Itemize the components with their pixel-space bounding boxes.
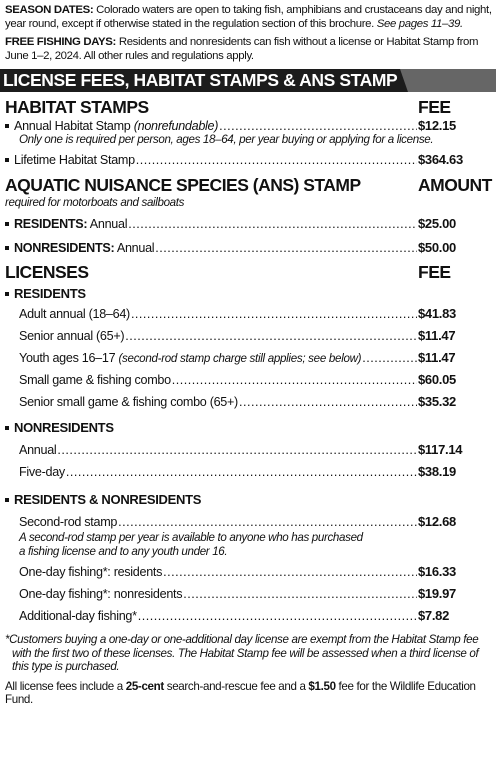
bullet-icon [5,292,9,296]
fee-row-label: Youth ages 16–17 (second-rod stamp charge still applies; see below) [19,351,362,365]
fee-row-label: One-day fishing*: residents [19,565,163,579]
ans-stamp-title: AQUATIC NUISANCE SPECIES (ANS) STAMP [5,174,361,195]
fee-row-nonresident-five-day [0,464,496,480]
ans-stamp-subtitle: required for motorboats and sailboats [5,195,185,209]
bullet-icon [5,222,9,226]
fee-amount: $117.14 [418,442,463,457]
fee-amount: $19.97 [418,586,456,601]
nonresidents-subheading: NONRESIDENTS [0,420,496,436]
fee-amount: $12.68 [418,514,456,529]
free-fishing-days-label: FREE FISHING DAYS: [5,36,116,48]
free-fishing-days-text: Residents and nonresidents can fish without a license or Habitat Stamp from June 1–2, 2024. All other rules and regulations apply. [5,36,479,62]
habitat-stamp-note: Only one is required per person, ages 18–64, per year buying or applying for a license. [19,133,434,146]
bullet-icon [5,158,9,162]
dot-leader [239,394,417,410]
bullet-icon [5,124,9,128]
fee-row-label: Small game & fishing combo [19,373,171,387]
intro-section [0,0,496,63]
fee-amount: $11.47 [418,350,456,365]
fees-footnote: All license fees include a 25-cent search-and-rescue fee and a $1.50 fee for the Wildlife Education Fund. [5,679,476,706]
dot-leader [183,586,417,602]
dot-leader [125,328,417,344]
bullet-icon [5,498,9,502]
season-dates-paragraph [5,3,492,31]
dot-leader [163,564,417,580]
fee-row-label: Five-day [19,465,65,479]
ans-amount-column-header: AMOUNT [418,174,492,195]
fee-row-resident-senior-annual [0,328,496,344]
fee-row-resident-youth [0,350,496,366]
dot-leader [128,216,417,232]
fee-row-lifetime-habitat-stamp [0,152,496,168]
free-fishing-days-paragraph [5,35,492,63]
fee-row-resident-small-game-combo [0,372,496,388]
fee-row-label: Annual [19,443,57,457]
fee-amount: $16.33 [418,564,456,579]
fee-row-annual-habitat-stamp [0,118,496,134]
season-dates-label: SEASON DATES: [5,4,94,16]
dot-leader [66,464,417,480]
fee-amount: $7.82 [418,608,450,623]
dot-leader [138,608,417,624]
asterisk-footnote: *Customers buying a one-day or one-additional day license are exempt from the Habitat Stamp fee with the first two of these licenses. The Habitat Stamp fee will be assessed when a third license of this type is purchased. [5,633,479,673]
habitat-stamps-title: HABITAT STAMPS [5,97,149,117]
fee-row-label: Annual Habitat Stamp (nonrefundable) [5,118,218,134]
fee-amount: $41.83 [418,306,456,321]
dot-leader [219,118,417,134]
fee-amount: $38.19 [418,464,456,479]
dot-leader [362,350,417,366]
fee-row-nonresident-annual [0,442,496,458]
fee-row-resident-senior-combo [0,394,496,410]
habitat-fee-column-header: FEE [418,97,451,117]
fee-row-one-day-nonresidents [0,586,496,602]
dot-leader [118,514,417,530]
fee-row-ans-residents [0,216,496,232]
dot-leader [155,240,417,256]
fee-row-label: Additional-day fishing* [19,609,137,623]
fee-row-second-rod-stamp [0,514,496,530]
banner-title: LICENSE FEES, HABITAT STAMPS & ANS STAMP [3,70,398,90]
fee-row-resident-adult-annual [0,306,496,322]
fee-row-label: RESIDENTS: Annual [5,216,127,232]
fee-row-label: NONRESIDENTS: Annual [5,240,154,256]
fee-row-label: Senior small game & fishing combo (65+) [19,395,238,409]
fee-amount: $12.15 [418,118,456,133]
dot-leader [57,442,417,458]
fee-row-label: Adult annual (18–64) [19,307,130,321]
fee-amount: $50.00 [418,240,456,255]
fee-amount: $364.63 [418,151,463,167]
ans-stamp-heading [0,174,496,196]
dot-leader [136,152,417,168]
fee-row-additional-day [0,608,496,624]
fee-row-one-day-residents [0,564,496,580]
fee-amount: $60.05 [418,372,456,387]
fee-row-label: Second-rod stamp [19,515,118,529]
licenses-fee-column-header: FEE [418,262,451,282]
residents-list [0,306,496,410]
fee-amount: $25.00 [418,216,456,231]
residents-nonresidents-list [0,514,496,624]
fee-row-label: Senior annual (65+) [19,329,125,343]
residents-subheading: RESIDENTS [0,286,496,302]
habitat-stamps-heading [0,96,496,118]
bullet-icon [5,246,9,250]
fee-row-label: One-day fishing*: nonresidents [19,587,183,601]
second-rod-stamp-note: A second-rod stamp per year is available to anyone who has purchased a fishing license and to any youth under 16. [19,531,363,558]
dot-leader [131,306,417,322]
section-banner [0,69,496,92]
fee-amount: $35.32 [418,394,456,409]
licenses-heading [0,261,496,283]
dot-leader [172,372,417,388]
residents-nonresidents-subheading: RESIDENTS & NONRESIDENTS [0,492,496,508]
fee-row-ans-nonresidents [0,240,496,256]
licenses-title: LICENSES [5,262,89,282]
fee-row-label: Lifetime Habitat Stamp [5,152,135,168]
nonresidents-list [0,442,496,480]
banner-shade [408,69,496,92]
season-dates-text: Colorado waters are open to taking fish, amphibians and crustaceans day and night, year round, except if otherwise stated in the regulation section of this brochure. [5,4,492,30]
season-dates-see-pages: See pages 11–39. [376,18,463,30]
fee-amount: $11.47 [418,328,456,343]
bullet-icon [5,426,9,430]
